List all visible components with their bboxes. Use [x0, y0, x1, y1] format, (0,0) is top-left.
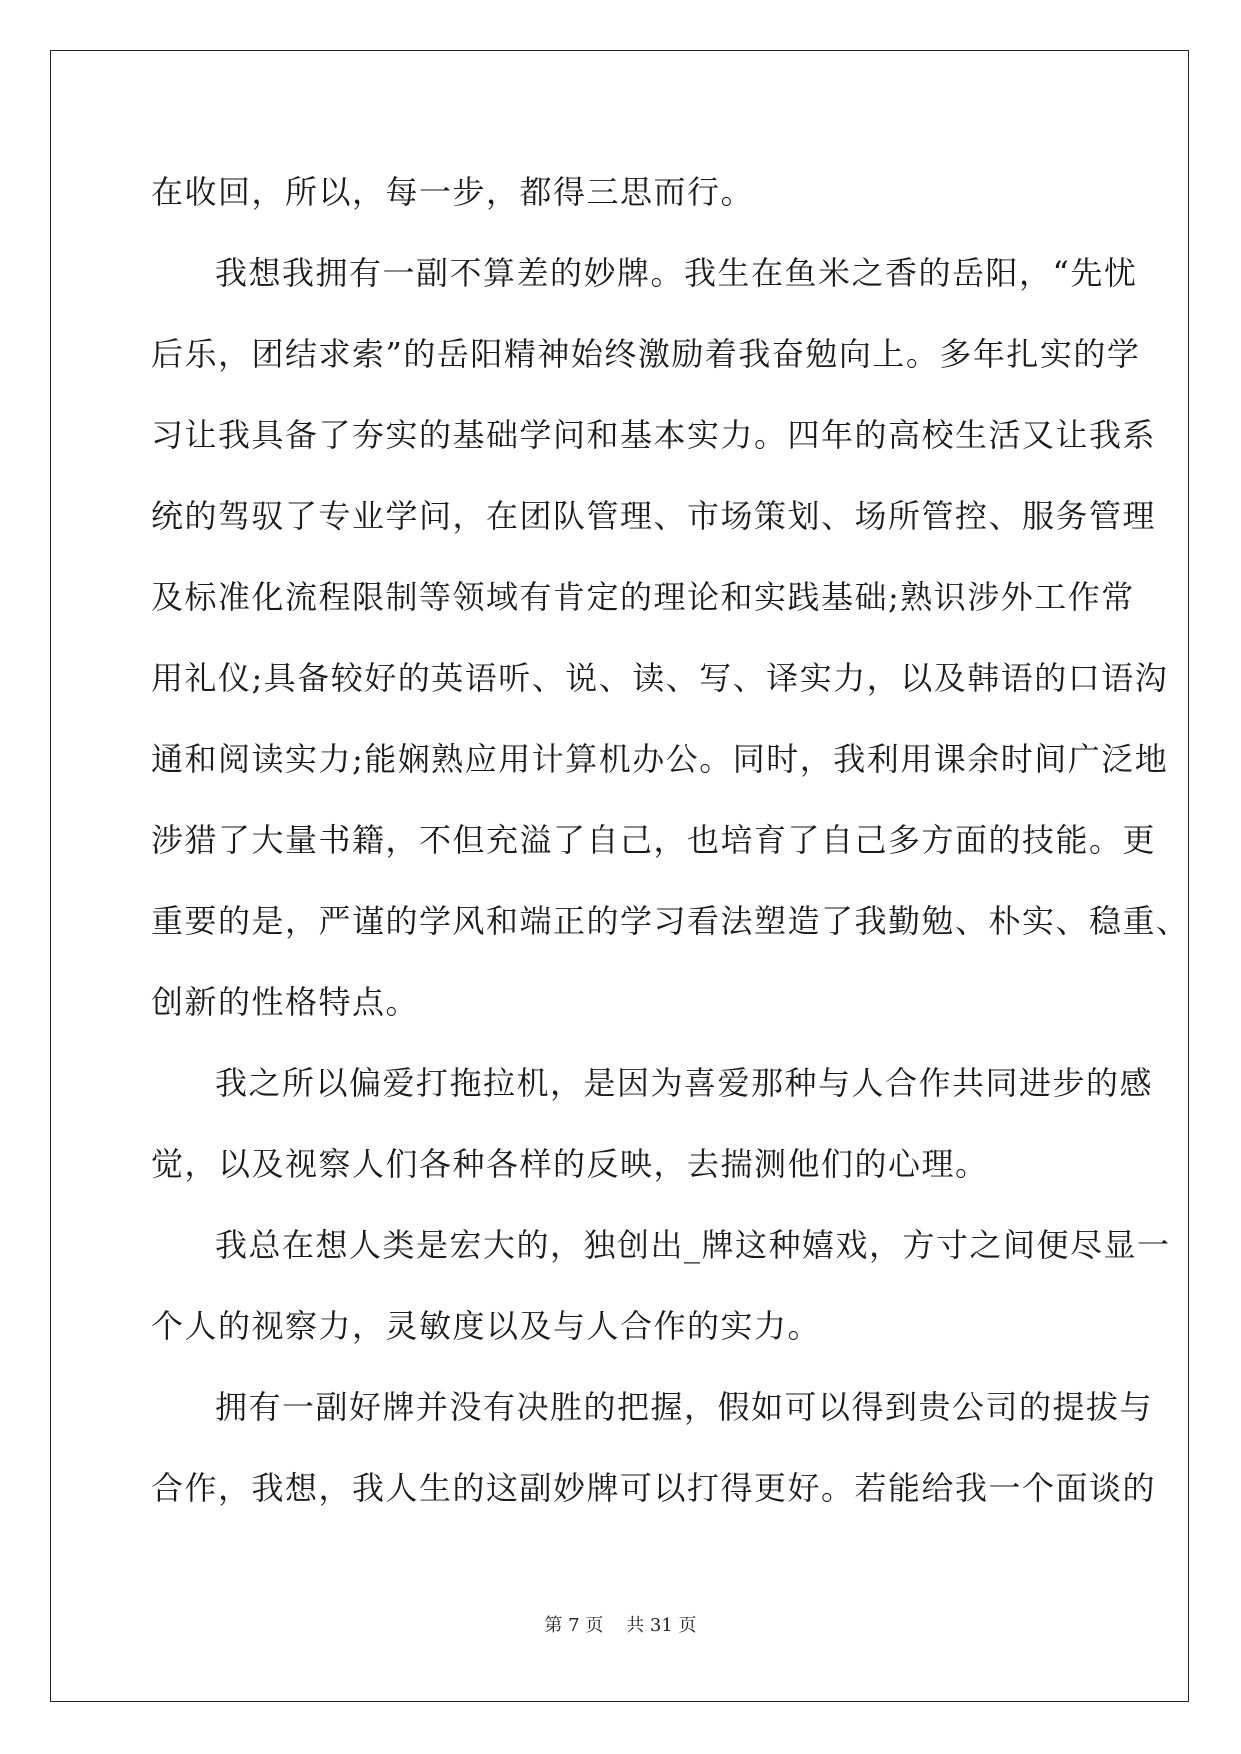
document-body: [151, 162, 1190, 1539]
paragraph-start-line: 我总在想人类是宏大的，独创出_牌这种嬉戏，方寸之间便尽显一: [215, 1226, 1171, 1264]
text-line: 习让我具备了夯实的基础学问和基本实力。四年的高校生活又让我系: [151, 416, 1157, 454]
text-line: 后乐，团结求索”的岳阳精神始终激励着我奋勉向上。多年扎实的学: [151, 335, 1141, 373]
text-line: 觉，以及视察人们各种各样的反映，去揣测他们的心理。: [151, 1145, 989, 1183]
text-line: 创新的性格特点。: [151, 983, 420, 1021]
text-line: 个人的视察力，灵敏度以及与人合作的实力。: [151, 1307, 822, 1345]
paragraph-start-line: 我之所以偏爱打拖拉机，是因为喜爱那种与人合作共同进步的感: [215, 1064, 1154, 1102]
page-number-footer: 第 7 页 共 31 页: [544, 1615, 697, 1636]
paragraph-start-line: 拥有一副好牌并没有决胜的把握，假如可以得到贵公司的提拔与: [215, 1388, 1154, 1426]
text-line: 用礼仪;具备较好的英语听、说、读、写、译实力，以及韩语的口语沟: [151, 659, 1169, 697]
text-line: 重要的是，严谨的学风和端正的学习看法塑造了我勤勉、朴实、稳重、: [151, 902, 1190, 940]
text-line: 合作，我想，我人生的这副妙牌可以打得更好。若能给我一个面谈的: [151, 1469, 1157, 1507]
text-line: 涉猎了大量书籍，不但充溢了自己，也培育了自己多方面的技能。更: [151, 821, 1157, 859]
text-line: 通和阅读实力;能娴熟应用计算机办公。同时，我利用课余时间广泛地: [151, 740, 1169, 778]
text-line: 统的驾驭了专业学问，在团队管理、市场策划、场所管控、服务管理: [151, 497, 1157, 535]
text-line: 在收回，所以，每一步，都得三思而行。: [151, 173, 755, 211]
text-line: 及标准化流程限制等领域有肯定的理论和实践基础;熟识涉外工作常: [151, 578, 1135, 616]
paragraph-start-line: 我想我拥有一副不算差的妙牌。我生在鱼米之香的岳阳，“先忧: [215, 254, 1138, 292]
